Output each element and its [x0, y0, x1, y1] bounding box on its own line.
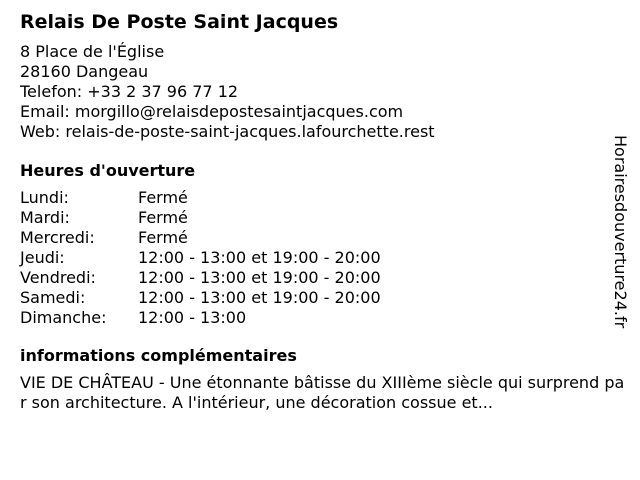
- email-label: Email:: [20, 102, 70, 121]
- hours-day: Dimanche:: [20, 308, 107, 327]
- hours-time: 12:00 - 13:00 et 19:00 - 20:00: [138, 288, 381, 307]
- hours-time: 12:00 - 13:00: [138, 308, 247, 327]
- hours-row-tuesday: [20, 208, 630, 228]
- business-card: [20, 10, 630, 413]
- site-brand-vertical: Horairesdouverture24.fr: [611, 135, 630, 329]
- hours-day: Mercredi:: [20, 228, 95, 247]
- additional-info-text: VIE DE CHÂTEAU - Une étonnante bâtisse du XIIIème siècle qui surprend par son architecture. A l'intérieur, une décoration cossue et...: [20, 373, 625, 412]
- web-line: [20, 122, 630, 142]
- phone-number[interactable]: +33 2 37 96 77 12: [87, 82, 239, 101]
- contact-block: [20, 42, 630, 142]
- additional-info-heading: informations complémentaires: [20, 346, 297, 365]
- phone-line: [20, 82, 630, 102]
- hours-time: Fermé: [138, 228, 188, 247]
- email-line: [20, 102, 630, 122]
- hours-row-monday: [20, 188, 630, 208]
- hours-row-thursday: [20, 248, 630, 268]
- hours-day: Vendredi:: [20, 268, 96, 287]
- hours-day: Samedi:: [20, 288, 86, 307]
- hours-day: Jeudi:: [20, 248, 65, 267]
- email-link[interactable]: morgillo@relaisdepostesaintjacques.com: [74, 102, 404, 121]
- opening-hours-table: [20, 188, 630, 328]
- hours-time: Fermé: [138, 208, 188, 227]
- hours-row-saturday: [20, 288, 630, 308]
- business-name: Relais De Poste Saint Jacques: [20, 11, 339, 33]
- hours-time: 12:00 - 13:00 et 19:00 - 20:00: [138, 248, 381, 267]
- hours-row-wednesday: [20, 228, 630, 248]
- hours-time: 12:00 - 13:00 et 19:00 - 20:00: [138, 268, 381, 287]
- web-label: Web:: [20, 122, 61, 141]
- opening-hours-heading: Heures d'ouverture: [20, 161, 196, 180]
- hours-time: Fermé: [138, 188, 188, 207]
- hours-row-friday: [20, 268, 630, 288]
- hours-day: Lundi:: [20, 188, 69, 207]
- phone-label: Telefon:: [20, 82, 83, 101]
- address-street: 8 Place de l'Église: [20, 42, 165, 61]
- hours-day: Mardi:: [20, 208, 70, 227]
- website-link[interactable]: relais-de-poste-saint-jacques.lafourchette.rest: [65, 122, 435, 141]
- hours-row-sunday: [20, 308, 630, 328]
- address-city: 28160 Dangeau: [20, 62, 149, 81]
